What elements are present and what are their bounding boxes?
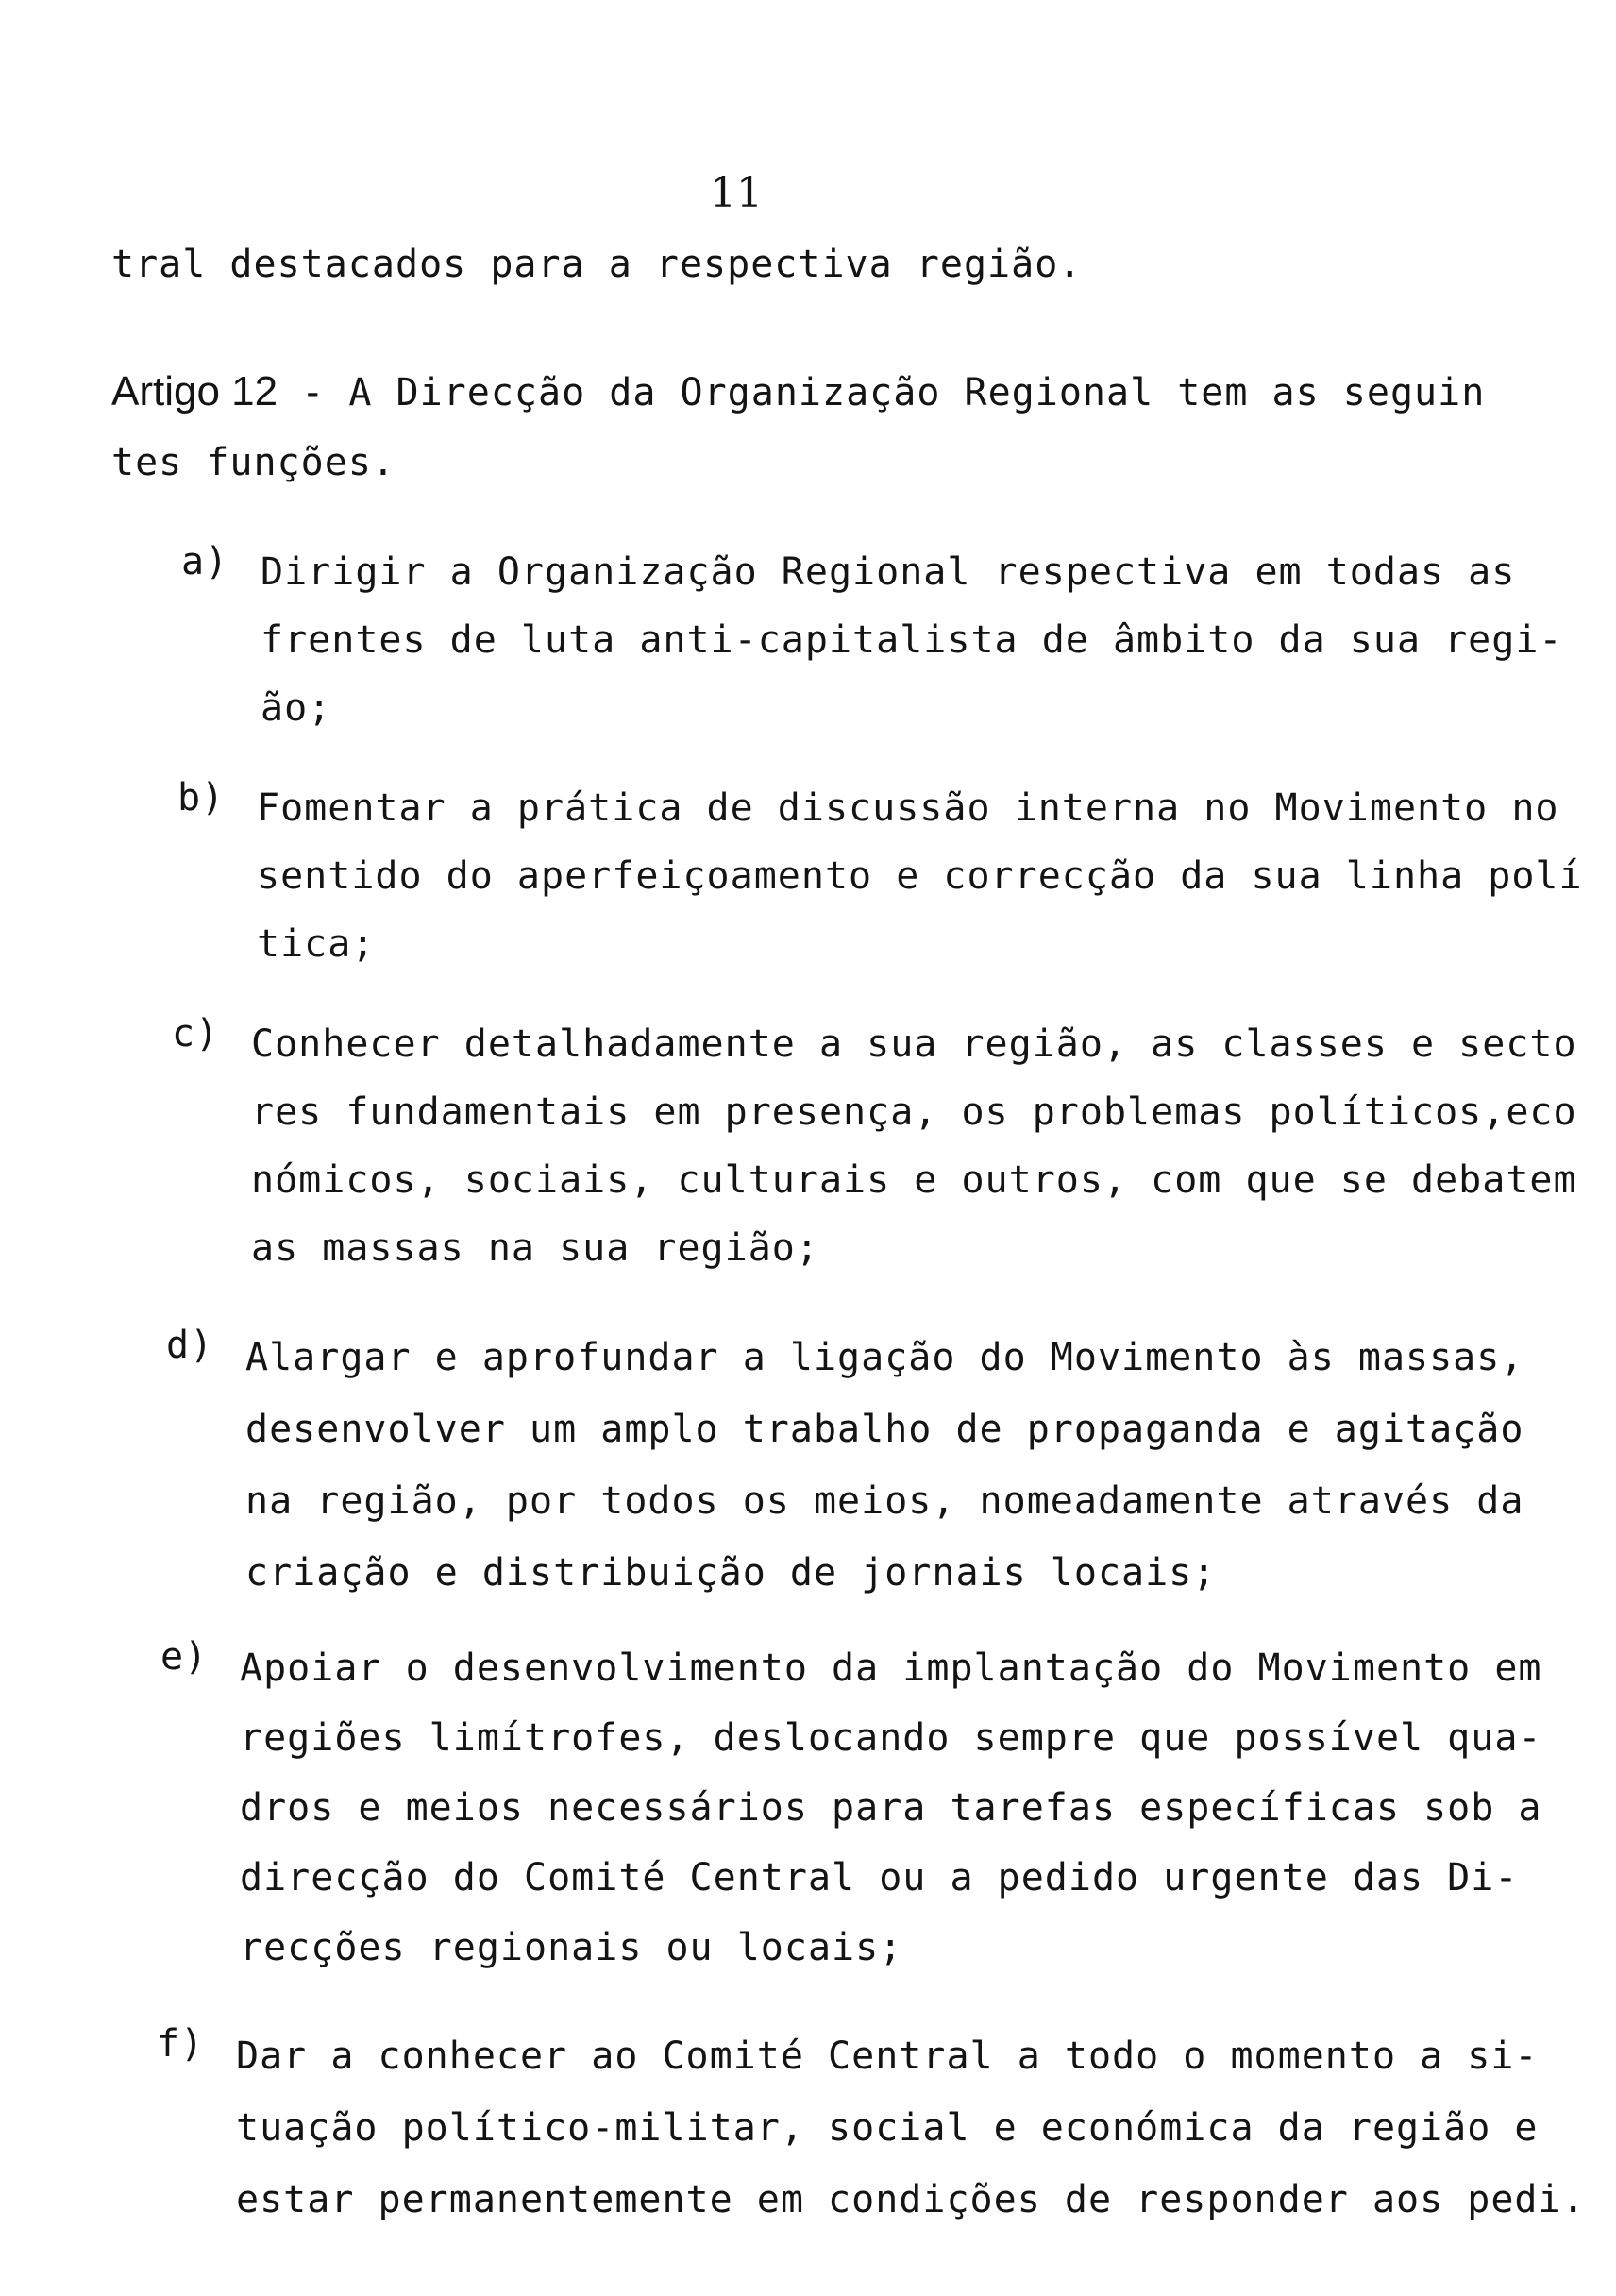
item-line: nómicos, sociais, culturais e outros, com que se debatem	[251, 1158, 1577, 1202]
item-line: recções regionais ou locais;	[240, 1926, 903, 1969]
article-heading-text: - A Direcção da Organização Regional tem as seguin	[278, 371, 1486, 414]
item-text	[240, 1633, 1542, 1983]
item-line: criação e distribuição de jornais locais;	[245, 1551, 1217, 1595]
item-line: desenvolver um amplo trabalho de propaganda e agitação	[245, 1408, 1524, 1451]
item-text	[257, 774, 1583, 978]
item-letter: c)	[172, 1012, 220, 1055]
item-line: Dirigir a Organização Regional respectiva em todas as	[261, 550, 1516, 594]
item-line: direcção do Comité Central ou a pedido urgente das Di-	[240, 1856, 1519, 1899]
item-text	[236, 2020, 1586, 2236]
page-number: 11	[710, 169, 763, 217]
item-text	[245, 1322, 1523, 1609]
item-line: regiões limítrofes, deslocando sempre que possível qua-	[240, 1716, 1542, 1760]
item-text	[261, 538, 1563, 742]
item-line: Conhecer detalhadamente a sua região, as classes e secto	[251, 1022, 1577, 1066]
item-letter: e)	[160, 1635, 209, 1679]
item-text	[251, 1010, 1577, 1282]
item-line: estar permanentemente em condições de responder aos pedi.	[236, 2178, 1586, 2221]
item-line: tuação político-militar, social e económica da região e	[236, 2106, 1539, 2150]
item-letter: a)	[181, 540, 229, 583]
item-letter: d)	[166, 1324, 214, 1367]
item-line: Dar a conhecer ao Comité Central a todo o momento a si-	[236, 2034, 1539, 2078]
item-letter: f)	[157, 2022, 205, 2066]
item-line: frentes de luta anti-capitalista de âmbito da sua regi-	[261, 618, 1563, 662]
article-heading-continuation: tes funções.	[111, 441, 396, 484]
item-line: na região, por todos os meios, nomeadamente através da	[245, 1479, 1524, 1523]
article-heading	[111, 368, 1485, 416]
item-line: sentido do aperfeiçoamento e correcção da sua linha polí	[257, 854, 1583, 898]
item-line: dros e meios necessários para tarefas específicas sob a	[240, 1786, 1542, 1830]
intro-line: tral destacados para a respectiva região.	[111, 243, 1083, 286]
article-label: Artigo 12	[111, 368, 278, 414]
item-line: Apoiar o desenvolvimento da implantação do Movimento em	[240, 1646, 1542, 1690]
item-line: tica;	[257, 922, 376, 966]
item-letter: b)	[177, 776, 226, 819]
item-line: as massas na sua região;	[251, 1226, 819, 1270]
item-line: res fundamentais em presença, os problemas políticos,eco	[251, 1090, 1577, 1134]
item-line: Fomentar a prática de discussão interna no Movimento no	[257, 786, 1559, 830]
item-line: ão;	[261, 686, 332, 730]
item-line: Alargar e aprofundar a ligação do Movimento às massas,	[245, 1336, 1524, 1379]
